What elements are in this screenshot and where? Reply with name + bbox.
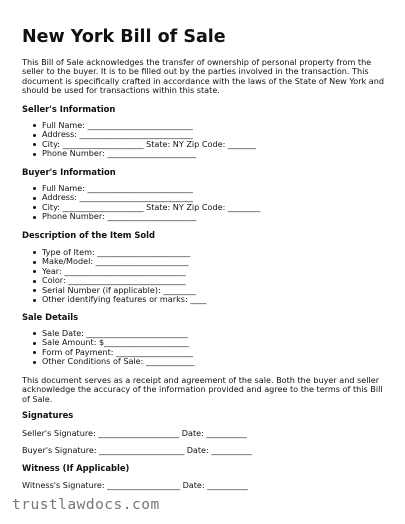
sale-payment-form: Form of Payment: ___________________: [33, 348, 195, 357]
item-make-model: Make/Model: _______________________: [33, 257, 206, 266]
sale-date: Sale Date: _________________________: [33, 329, 195, 338]
item-identifying-features: Other identifying features or marks: ____: [33, 295, 206, 304]
buyer-heading: Buyer's Information: [22, 167, 116, 177]
seller-heading: Seller's Information: [22, 104, 116, 114]
signatures-heading: Signatures: [22, 410, 74, 420]
buyer-full-name: Full Name: __________________________: [33, 184, 260, 193]
item-type: Type of Item: _______________________: [33, 248, 206, 257]
item-serial-number: Serial Number (if applicable): ________: [33, 286, 206, 295]
witness-signature-line: Witness's Signature: __________________ Date: __________: [22, 480, 248, 490]
buyer-list: [33, 184, 260, 222]
seller-signature-line: Seller's Signature: ____________________ Date: __________: [22, 428, 247, 438]
sale-other-conditions: Other Conditions of Sale: ____________: [33, 357, 195, 366]
item-heading: Description of the Item Sold: [22, 230, 156, 240]
seller-full-name: Full Name: __________________________: [33, 121, 256, 130]
intro-paragraph: This Bill of Sale acknowledges the transfer of ownership of personal property from the seller to the buyer. It is to be filled out by the parties involved in the transaction. This document is specifically crafted in accordance with the laws of the State of New York and should be used for transactions within this state.: [22, 57, 385, 96]
sale-heading: Sale Details: [22, 312, 79, 322]
footer-watermark: trustlawdocs.com: [12, 497, 160, 513]
seller-list: [33, 121, 256, 159]
sale-list: [33, 329, 195, 367]
seller-phone: Phone Number: ______________________: [33, 149, 256, 158]
witness-heading: Witness (If Applicable): [22, 463, 130, 473]
seller-city-state-zip: City: ____________________ State: NY Zip Code: _______: [33, 140, 256, 149]
item-year: Year: ______________________________: [33, 267, 206, 276]
buyer-signature-line: Buyer's Signature: _____________________ Date: __________: [22, 445, 252, 455]
buyer-city-state-zip: City: ____________________ State: NY Zip Code: ________: [33, 203, 260, 212]
item-color: Color: _____________________________: [33, 276, 206, 285]
item-list: [33, 248, 206, 305]
outro-paragraph: This document serves as a receipt and agreement of the sale. Both the buyer and seller acknowledge the accuracy of the information provided and agree to the terms of this Bill of Sale.: [22, 375, 383, 404]
document-title: New York Bill of Sale: [22, 27, 226, 47]
sale-amount: Sale Amount: $_____________________: [33, 338, 195, 347]
seller-address: Address: ____________________________: [33, 130, 256, 139]
buyer-phone: Phone Number: ______________________: [33, 212, 260, 221]
buyer-address: Address: ____________________________: [33, 193, 260, 202]
